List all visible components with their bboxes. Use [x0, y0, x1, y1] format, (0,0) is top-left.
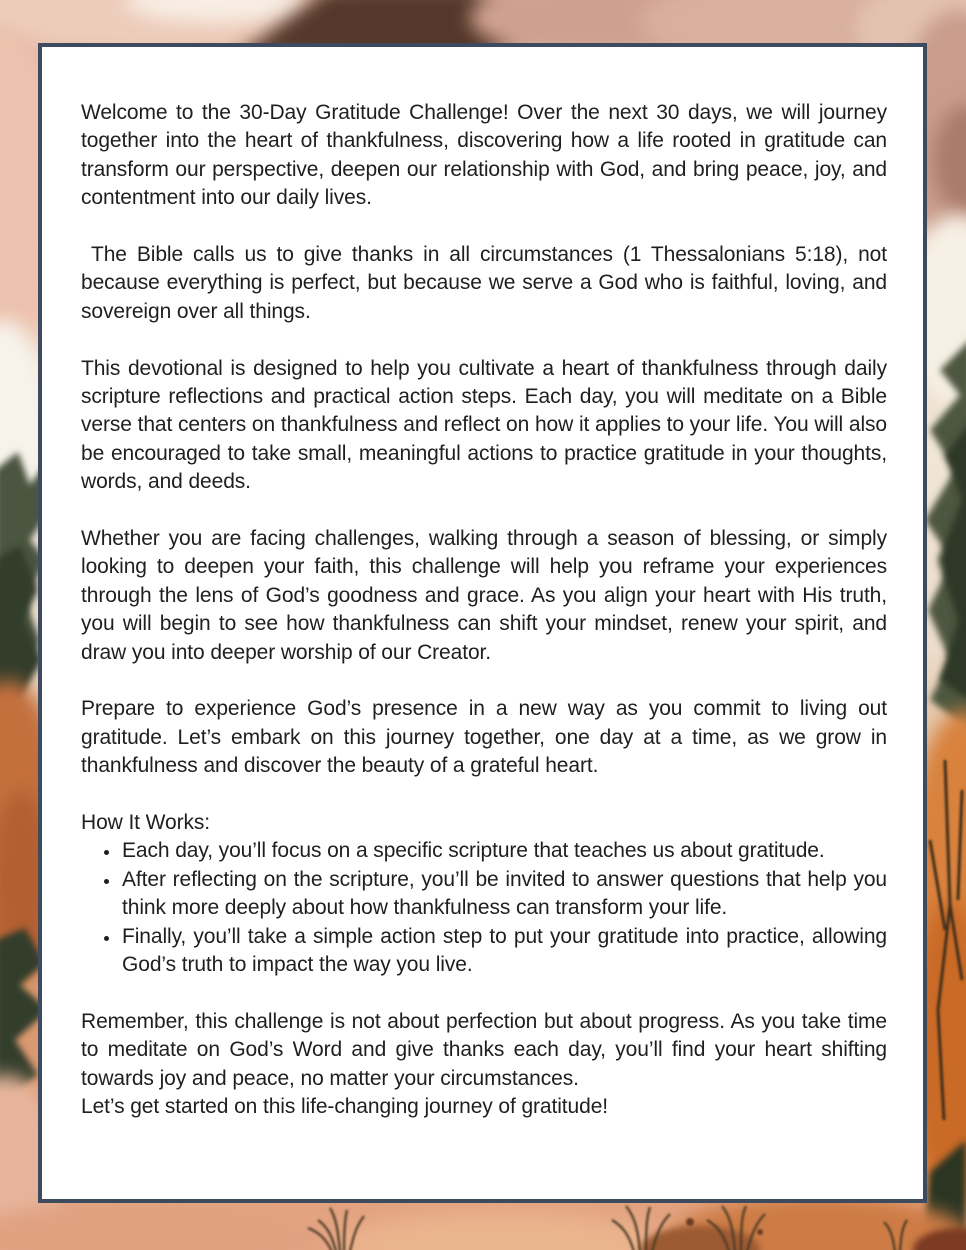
page-card [38, 43, 927, 1203]
closing-text: Remember, this challenge is not about perfection but about progress. As you take time to meditate on God’s Word and give thanks each day, you’ll find your heart shifting towards joy and peace, no matter your circumstances. [81, 1009, 887, 1090]
closing-call-to-action: Let’s get started on this life-changing journey of gratitude! [81, 1095, 609, 1119]
closing-paragraph [81, 1008, 887, 1122]
devotional-intro-text [42, 47, 923, 1199]
how-it-works-list [81, 837, 887, 979]
intro-paragraph-4: Whether you are facing challenges, walking through a season of blessing, or simply looking to deepen your faith, this challenge will help you reframe your experiences through the lens of God’s goodness and grace. As you align your heart with His truth, you will begin to see how thankfulness can shift your mindset, renew your spirit, and draw you into deeper worship of our Creator. [81, 527, 887, 664]
how-it-works-item-1: • Each day, you’ll focus on a specific scripture that teaches us about gratitude. [121, 837, 887, 865]
how-it-works-item-2: • After reflecting on the scripture, you’ll be invited to answer questions that help you think more deeply about how thankfulness can transform your life. [121, 866, 887, 923]
intro-paragraph-5: Prepare to experience God’s presence in a new way as you commit to living out gratitude. Let’s embark on this journey together, one day at a time, as we grow in thankfulness and discover the beauty of a grateful heart. [81, 697, 887, 778]
intro-paragraph-2: The Bible calls us to give thanks in all circumstances (1 Thessalonians 5:18), not because everything is perfect, but because we serve a God who is faithful, loving, and sovereign over all things. [81, 243, 887, 323]
how-it-works-item-3: • Finally, you’ll take a simple action step to put your gratitude into practice, allowing God’s truth to impact the way you live. [121, 923, 887, 980]
intro-paragraph-3: This devotional is designed to help you cultivate a heart of thankfulness through daily scripture reflections and practical action steps. Each day, you will meditate on a Bible verse that centers on thankfulness and reflect on how it applies to your life. You will also be encouraged to take small, meaningful actions to practice gratitude in your thoughts, words, and deeds. [81, 356, 887, 494]
intro-paragraph-1: Welcome to the 30-Day Gratitude Challenge! Over the next 30 days, we will journey together into the heart of thankfulness, discovering how a life rooted in gratitude can transform our perspective, deepen our relationship with God, and bring peace, joy, and contentment into our daily lives. [81, 101, 887, 210]
how-it-works-heading: How It Works: [81, 811, 210, 835]
